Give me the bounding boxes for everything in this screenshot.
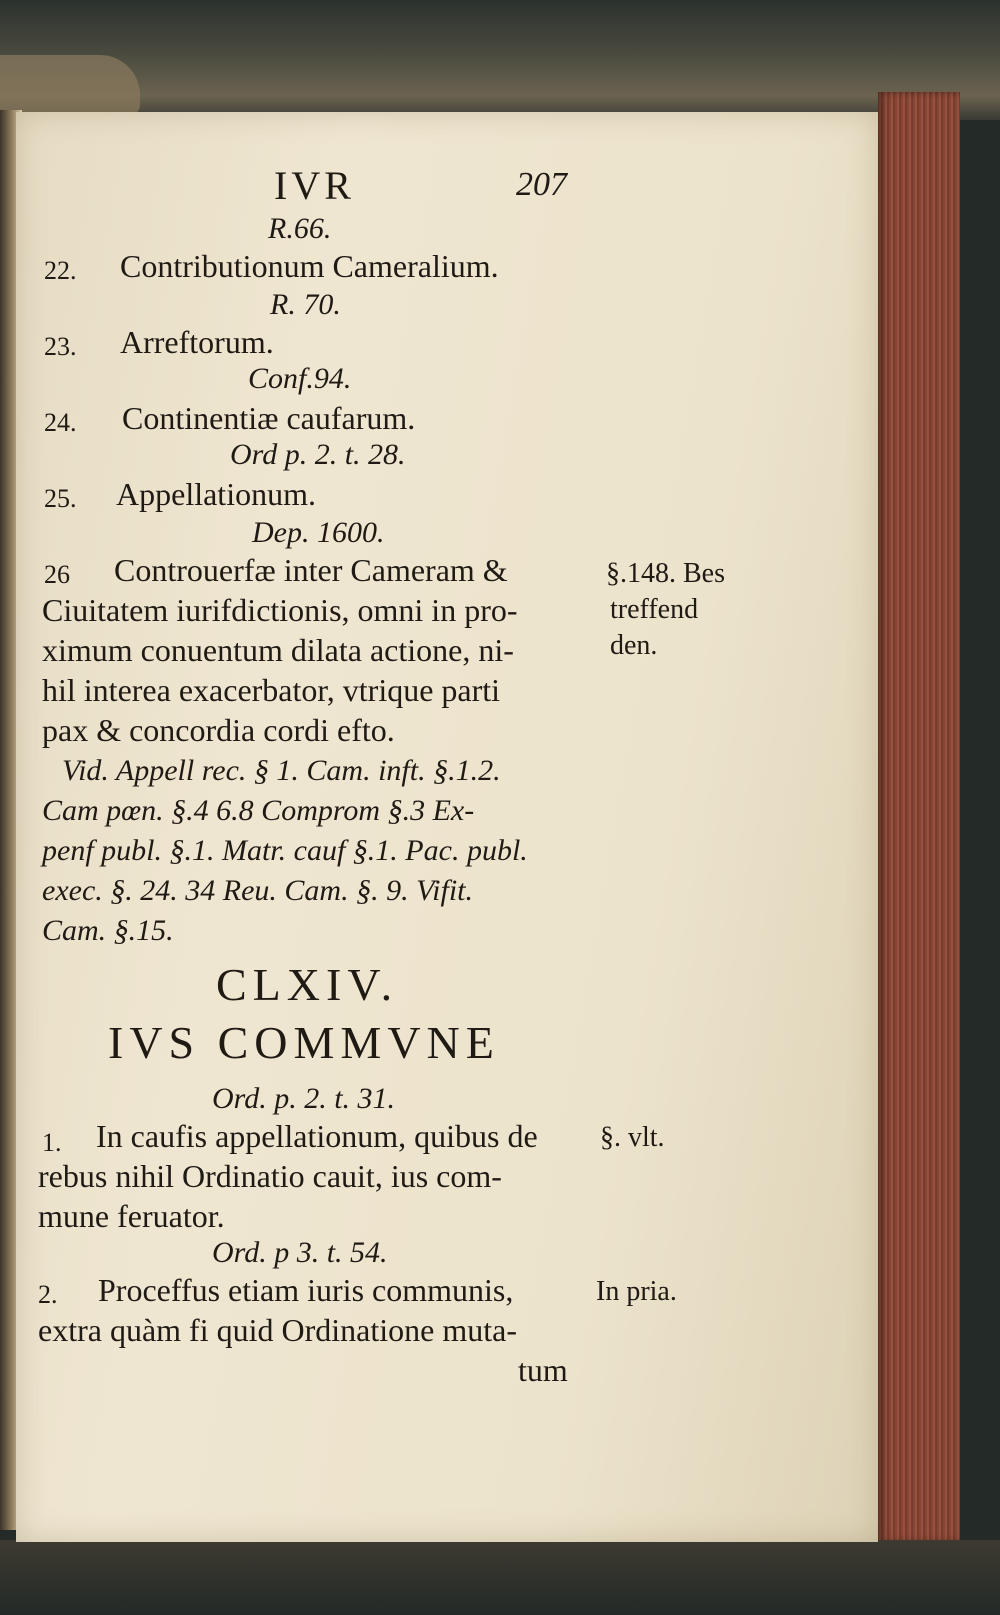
book-bottom-edge: [0, 1540, 1000, 1615]
catchword: tum: [518, 1352, 568, 1388]
marginal-note: treffend: [610, 594, 699, 625]
entry-text-line: Controuerfæ inter Cameram &: [114, 552, 508, 588]
entry-ref: Dep. 1600.: [252, 516, 385, 549]
entry-text-line: pax & concordia cordi efto.: [42, 712, 395, 748]
entry-number: 1.: [42, 1128, 62, 1157]
book-fore-edge: [878, 92, 960, 1542]
cross-reference-line: Cam. §.15.: [42, 914, 174, 947]
cross-reference-line: penf publ. §.1. Matr. cauf §.1. Pac. publ.: [42, 834, 528, 867]
entry-number: 23.: [44, 332, 77, 361]
cross-reference-line: Vid. Appell rec. § 1. Cam. inft. §.1.2.: [62, 754, 501, 787]
torn-paper-scrap: [0, 55, 140, 115]
marginal-note: den.: [610, 630, 658, 661]
entry-text-line: Ciuitatem iurifdictionis, omni in pro-: [42, 592, 518, 628]
cross-reference-line: exec. §. 24. 34 Reu. Cam. §. 9. Vifit.: [42, 874, 474, 907]
cross-reference-line: Cam pœn. §.4 6.8 Comprom §.3 Ex-: [42, 794, 475, 827]
entry-number: 25.: [44, 484, 77, 513]
running-head-title: IVR: [274, 163, 355, 208]
entry-text: Appellationum.: [116, 476, 316, 512]
entry-ref: R. 70.: [270, 288, 341, 321]
entry-text: Continentiæ caufarum.: [122, 400, 416, 436]
entry-ref: R.66.: [268, 212, 332, 245]
book-top-edge: [0, 0, 1000, 120]
entry-number: 26: [44, 560, 70, 589]
entry-ref: Ord. p 3. t. 54.: [212, 1236, 388, 1269]
entry-ref: Ord. p. 2. t. 31.: [212, 1082, 396, 1115]
entry-text-line: Proceffus etiam iuris communis,: [98, 1272, 514, 1308]
entry-text-line: mune feruator.: [38, 1198, 225, 1234]
entry-text-line: ximum conuentum dilata actione, ni-: [42, 632, 514, 668]
marginal-note: §.148. Bes: [606, 558, 725, 589]
section-number: CLXIV.: [216, 959, 399, 1010]
entry-number: 2.: [38, 1280, 58, 1309]
marginal-note: §. vlt.: [600, 1122, 665, 1153]
marginal-note: In pria.: [596, 1276, 677, 1307]
page-number: 207: [516, 166, 567, 203]
book-page: [16, 112, 878, 1542]
entry-number: 22.: [44, 256, 77, 285]
section-title: IVS COMMVNE: [108, 1017, 500, 1068]
entry-ref: Ord p. 2. t. 28.: [230, 438, 406, 471]
entry-text: Contributionum Cameralium.: [120, 248, 499, 284]
entry-text-line: In caufis appellationum, quibus de: [96, 1118, 538, 1154]
entry-text-line: extra quàm fi quid Ordinatione muta-: [38, 1312, 517, 1348]
entry-number: 24.: [44, 408, 77, 437]
entry-ref: Conf.94.: [248, 362, 352, 395]
entry-text: Arreftorum.: [120, 324, 274, 360]
entry-text-line: rebus nihil Ordinatio cauit, ius com-: [38, 1158, 502, 1194]
entry-text-line: hil interea exacerbator, vtrique parti: [42, 672, 501, 708]
